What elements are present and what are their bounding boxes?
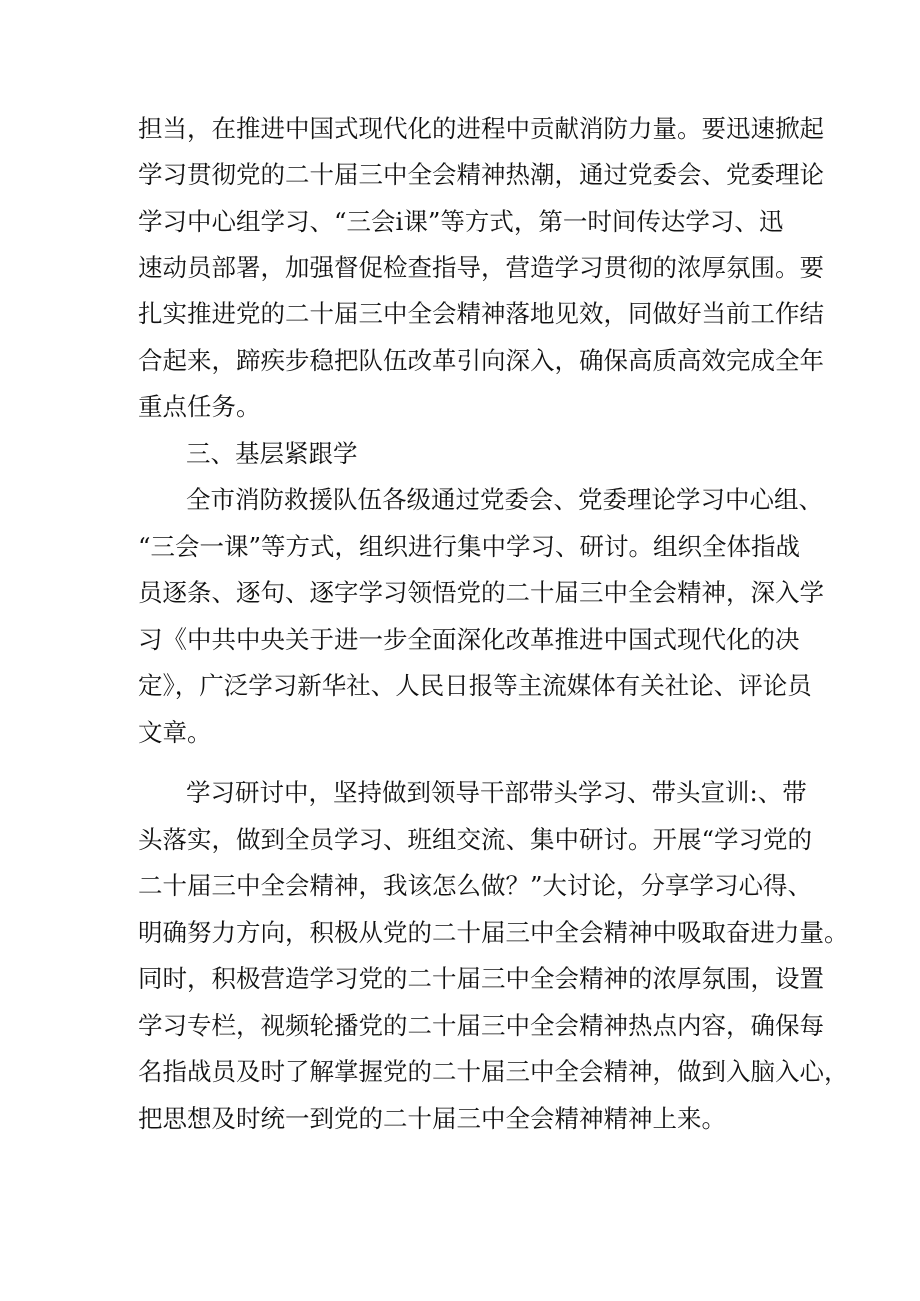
text-line: 学习专栏，视频轮播党的二十届三中全会精神热点内容，确保每	[138, 1011, 824, 1040]
text-line: 文章。	[138, 718, 212, 747]
paragraph-first-line: 学习研讨中，坚持做到领导干部带头学习、带头宣训:、带	[186, 778, 807, 807]
text-line: “三会一课”等方式，组织进行集中学习、研讨。组织全体指战	[138, 532, 801, 561]
text-line: 名指战员及时了解掌握党的二十届三中全会精神，做到入脑入心，	[138, 1057, 849, 1086]
text-line: 明确努力方向，积极从党的二十届三中全会精神中吸取奋进力量。	[138, 918, 849, 947]
text-line: 二十届三中全会精神，我该怎么做？”大讨论，分享学习心得、	[138, 871, 813, 900]
text-line: 同时，积极营造学习党的二十届三中全会精神的浓厚氛围，设置	[138, 964, 824, 993]
text-line: 合起来，蹄疾步稳把队伍改革引向深入，确保高质高效完成全年	[138, 346, 824, 375]
text-line: 重点任务。	[138, 392, 261, 421]
text-line: 扎实推进党的二十届三中全会精神落地见效，同做好当前工作结	[138, 299, 824, 328]
text-line: 把思想及时统一到党的二十届三中全会精神精神上来。	[138, 1104, 726, 1133]
text-line: 学习贯彻党的二十届三中全会精神热潮，通过党委会、党委理论	[138, 160, 824, 189]
paragraph-first-line: 全市消防救援队伍各级通过党委会、党委理论学习中心组、	[186, 485, 823, 514]
section-heading: 三、基层紧跟学	[186, 439, 358, 468]
text-line: 习《中共中央关于进一步全面深化改革推进中国式现代化的决	[138, 625, 800, 654]
text-line: 担当，在推进中国式现代化的进程中贡献消防力量。要迅速掀起	[138, 114, 824, 143]
text-line: 员逐条、逐句、逐字学习领悟党的二十届三中全会精神，深入学	[138, 578, 824, 607]
text-line: 头落实，做到全员学习、班组交流、集中研讨。开展“学习党的	[138, 825, 813, 854]
text-line: 定》，广泛学习新华社、人民日报等主流媒体有关社论、评论员	[138, 671, 812, 700]
text-line: 速动员部署，加强督促检查指导，营造学习贯彻的浓厚氛围。要	[138, 253, 824, 282]
text-line: 学习中心组学习、“三会i课”等方式，第一时间传达学习、迅	[138, 207, 784, 236]
